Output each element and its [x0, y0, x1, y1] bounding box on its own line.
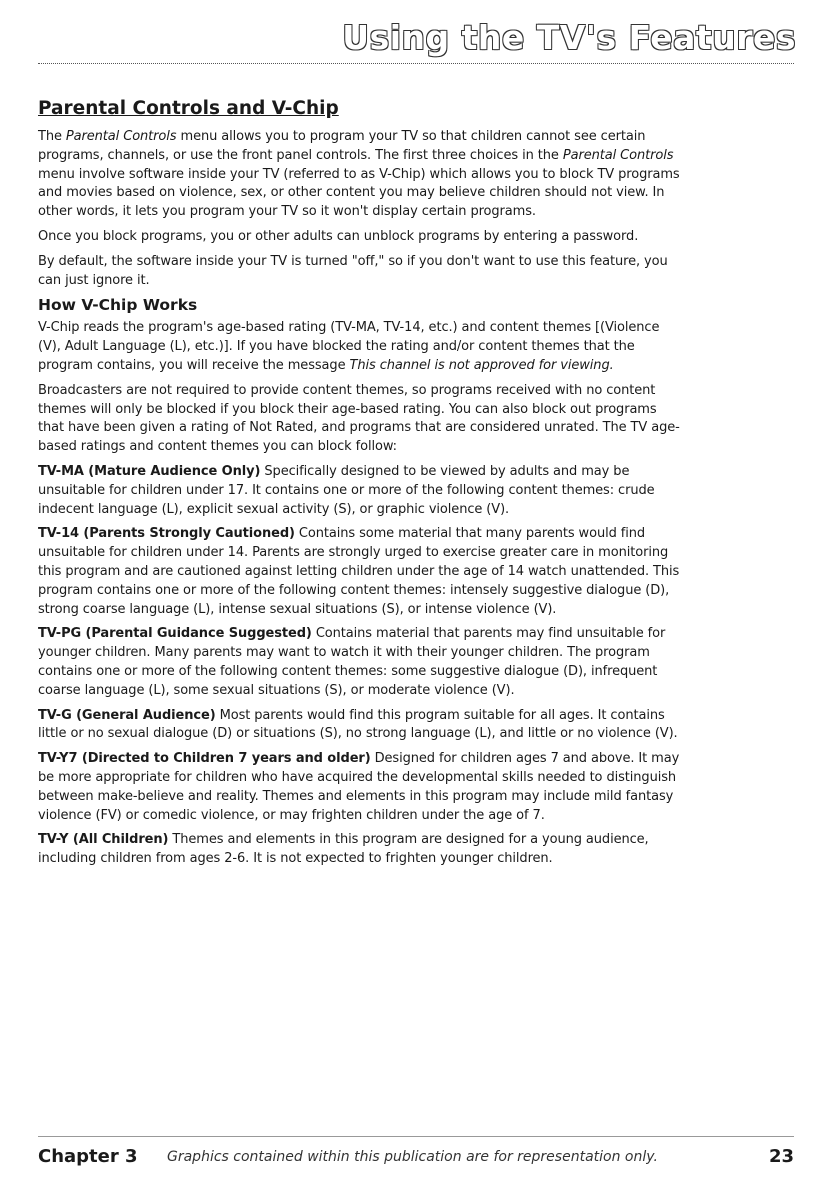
intro-paragraph: The Parental Controls menu allows you to program your TV so that children cannot see certain programs, channels, or use the front panel controls. The first three choices in the Parental Controls menu involve software inside your TV (referred to as V-Chip) which allows you to block TV programs and movies based on violence, sex, or other content you may believe children should not view. In other words, it lets you program your TV so it won't display certain programs.	[38, 129, 680, 220]
section-title: Parental Controls and V-Chip	[38, 98, 339, 119]
password-paragraph: Once you block programs, you or other adults can unblock programs by entering a password.	[38, 228, 639, 244]
vchip-paragraph: V-Chip reads the program's age-based rating (TV-MA, TV-14, etc.) and content themes [(Violence (V), Adult Language (L), etc.)]. If you have blocked the rating and/or content themes that the program contains, you will receive the message This channel is not approved for viewing.	[38, 320, 660, 373]
footer-disclaimer: Graphics contained within this publication are for representation only.	[167, 1149, 658, 1165]
vchip-subhead: How V-Chip Works	[38, 296, 198, 315]
page-header-title: Using the TV's Features	[342, 18, 796, 57]
rating-tv-y: TV-Y (All Children) Themes and elements in this program are designed for a young audience, including children from ages 2-6. It is not expected to frighten younger children.	[38, 832, 649, 867]
page-number: 23	[768, 1146, 794, 1167]
footer-divider	[38, 1136, 794, 1137]
broadcasters-paragraph: Broadcasters are not required to provide content themes, so programs received with no content themes will only be blocked if you block their age-based rating. You can also block out programs that have been given a rating of Not Rated, and programs that are considered unrated. The TV age-based ratings and content themes you can block follow:	[38, 382, 680, 455]
rating-tv-ma: TV-MA (Mature Audience Only) Specifically designed to be viewed by adults and may be unsuitable for children under 17. It contains one or more of the following content themes: crude indecent language (L), explicit sexual activity (S), or graphic violence (V).	[38, 463, 655, 517]
main-content	[38, 98, 684, 875]
rating-tv-g: TV-G (General Audience) Most parents would find this program suitable for all ages. It contains little or no sexual dialogue (D) or situations (S), no strong language (L), and little or no violence (V).	[38, 707, 678, 742]
header-divider	[38, 63, 794, 64]
rating-tv-pg: TV-PG (Parental Guidance Suggested) Contains material that parents may find unsuitable for younger children. Many parents may want to watch it with their younger children. The program contains one or more of the following content themes: some suggestive dialogue (D), infrequent coarse language (L), some sexual situations (S), or moderate violence (V).	[38, 626, 666, 698]
chapter-label: Chapter 3	[38, 1146, 138, 1167]
default-paragraph: By default, the software inside your TV is turned "off," so if you don't want to use this feature, you can just ignore it.	[38, 253, 668, 288]
rating-tv-y7: TV-Y7 (Directed to Children 7 years and older) Designed for children ages 7 and above. It may be more appropriate for children who have acquired the developmental skills needed to distinguish between make-believe and reality. Themes and elements in this program may include mild fantasy violence (FV) or comedic violence, or may frighten children under the age of 7.	[38, 751, 680, 823]
rating-tv-14: TV-14 (Parents Strongly Cautioned) Contains some material that many parents would find unsuitable for children under 14. Parents are strongly urged to exercise greater care in monitoring this program and are cautioned against letting children under the age of 14 watch unattended. This program contains one or more of the following content themes: intensely suggestive dialogue (D), strong coarse language (L), intense sexual situations (S), or intense violence (V).	[38, 526, 680, 617]
